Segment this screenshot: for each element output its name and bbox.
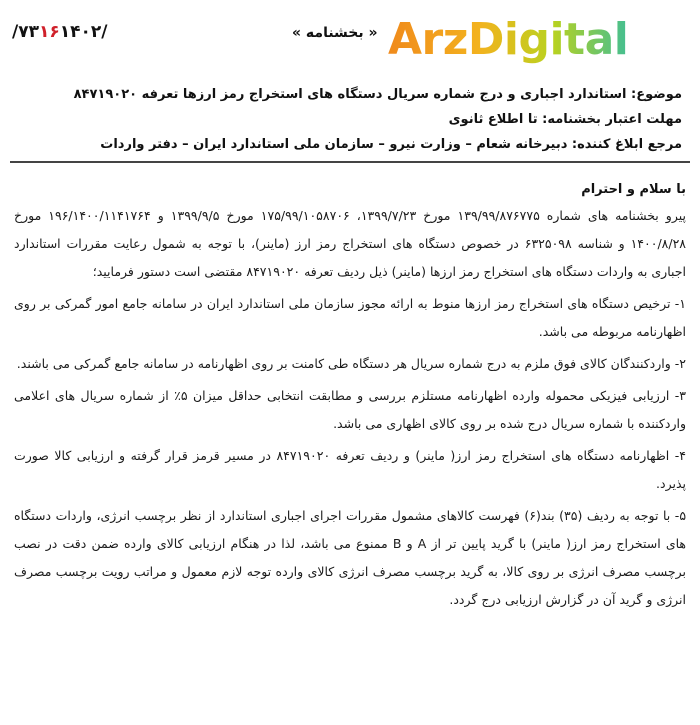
document-number-middle: ۱۶ xyxy=(38,22,60,42)
intro-paragraph: پیرو بخشنامه های شماره ۱۳۹/۹۹/۸۷۶۷۷۵ مورخ ۱۳۹۹/۷/۲۳، ۱۷۵/۹۹/۱۰۵۸۷۰۶ مورخ ۱۳۹۹/۹/۵ و ۱۹۶/۱۴۰۰/۱۱۴۱۷۶۴ مورخ ۱۴۰۰/۸/۲۸ و شناسه ۶۳۲۵۰۹۸ در خصوص دستگاه های استخراج رمز ارز (ماینر)، با توجه به شمول رعایت مقررات استاندارد اجباری به واردات دستگاه های استخراج رمز ارزها (ماینر) ذیل ردیف تعرفه ۸۴۷۱۹۰۲۰ مقتضی است دستور فرمایید؛ xyxy=(14,208,687,279)
arzdigital-logo: ArzDigital xyxy=(388,14,688,66)
letter-header xyxy=(0,0,700,78)
directive-item-1: ۱- ترخیص دستگاه های استخراج رمز ارزها منوط به ارائه مجوز سازمان ملی استاندارد ایران در سامانه جامع امور گمرکی بر روی اظهارنامه مربوطه می باشد. xyxy=(14,296,686,339)
document-number-seq: ۱۴۰۲/ xyxy=(59,22,108,42)
document-type-label: « بخشنامه » xyxy=(292,25,378,41)
salutation: با سلام و احترام xyxy=(581,182,686,197)
document-meta xyxy=(73,82,682,157)
directive-item-5: ۵- با توجه به ردیف (۳۵) بند(۶) فهرست کالاهای مشمول مقررات اجرای اجباری استاندارد از نظر برچسب انرژی، واردات دستگاه های استخراج رمز ارز( ماینر) با گرید پایین تر از A و B ممنوع می باشد، لذا در هنگام ارزیابی کالای وارده ضمن دقت در نصب برچسب مصرف انرژی بر روی کالا، به گرید برچسب مصرف انرژی کالای وارده توجه لازم معمول و مراتب رویت برچسب مصرف انرژی و گرید آن در گزارش ارزیابی درج گردد. xyxy=(14,508,687,607)
directive-item-4: ۴- اظهارنامه دستگاه های استخراج رمز ارز( ماینر) و ردیف تعرفه ۸۴۷۱۹۰۲۰ در مسیر قرمز قرار گرفته و ارزیابی کالا صورت پذیرد. xyxy=(14,448,686,491)
validity-line: مهلت اعتبار بخشنامه: تا اطلاع ثانوی xyxy=(448,112,682,127)
directive-item-2: ۲- واردکنندگان کالای فوق ملزم به درج شماره سریال هر دستگاه طی کامنت بر روی اظهارنامه در سامانه جامع گمرکی می باشند. xyxy=(16,356,686,371)
document-number xyxy=(12,22,107,42)
document-number-year: /۷۳ xyxy=(12,22,39,42)
letter-body xyxy=(14,178,686,614)
header-divider xyxy=(10,161,690,163)
authority-line: مرجع ابلاغ کننده: دبیرخانه شعام – وزارت نیرو – سازمان ملی استاندارد ایران – دفتر واردات xyxy=(100,137,682,152)
subject-line: موضوع: استاندارد اجباری و درج شماره سریال دستگاه های استخراج رمز ارزها تعرفه ۸۴۷۱۹۰۲۰ xyxy=(73,87,682,102)
directive-item-3: ۳- ارزیابی فیزیکی محموله وارده اظهارنامه مستلزم بررسی و مطابقت انتخابی حداقل میزان ۵٪ از شماره سریال های اعلامی واردکننده با شماره سریال درج شده بر روی کالای اظهاری می باشد. xyxy=(14,388,686,431)
